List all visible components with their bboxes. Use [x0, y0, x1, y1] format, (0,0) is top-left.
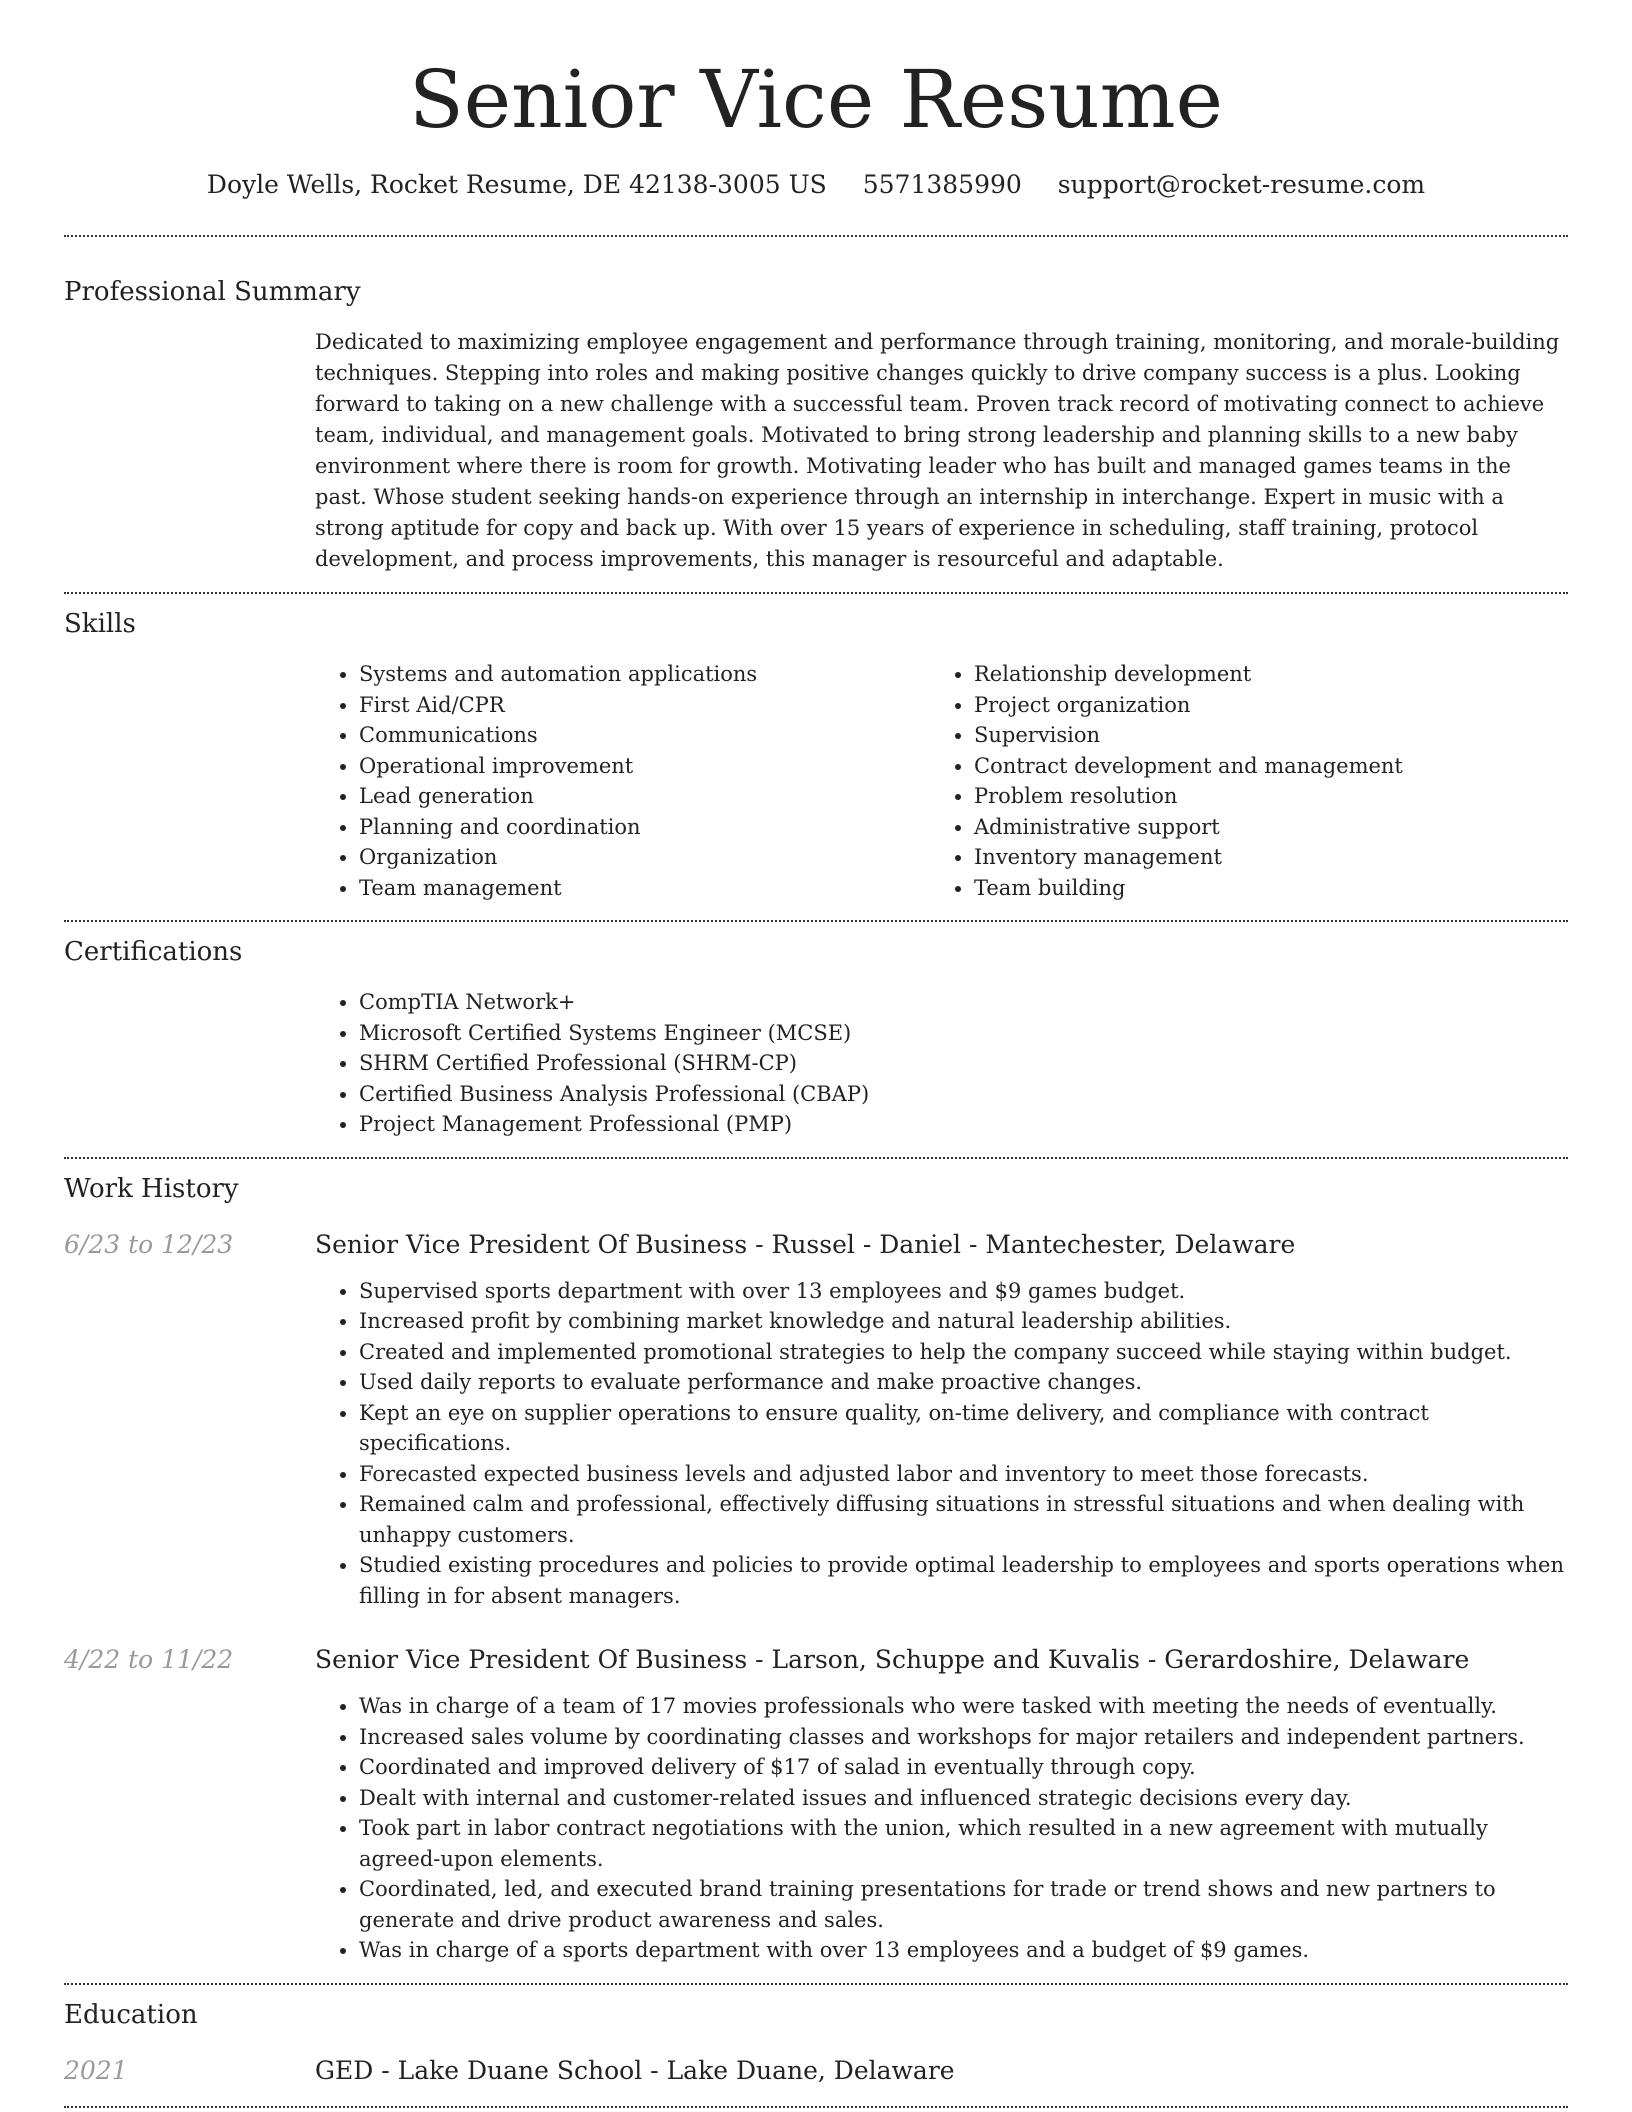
contact-address: Doyle Wells, Rocket Resume, DE 42138-3005 US [206, 170, 827, 199]
skills-grid [315, 659, 1568, 903]
certification-item: • Project Management Professional (PMP) [359, 1109, 1568, 1140]
job-bullet: • Created and implemented promotional strategies to help the company succeed while staying within budget. [359, 1337, 1568, 1368]
skill-item: • Team management [359, 873, 930, 904]
skills-list-left [315, 659, 930, 903]
work-history-section [64, 1172, 1568, 1966]
skill-item: • Planning and coordination [359, 812, 930, 843]
certifications-heading: Certifications [64, 937, 243, 967]
job-bullet: • Coordinated, led, and executed brand training presentations for trade or trend shows and new partners to generate and drive product awareness and sales. [359, 1874, 1568, 1935]
section-divider [64, 920, 1568, 922]
skill-item: • Supervision [974, 720, 1545, 751]
summary-text: Dedicated to maximizing employee engagement and performance through training, monitoring, and morale-building techniques. Stepping into roles and making positive changes quickly to drive company success is a plus. Looking forward to taking on a new challenge with a successful team. Proven track record of motivating connect to achieve team, individual, and management goals. Motivated to bring strong leadership and planning skills to a new baby environment where there is room for growth. Motivating leader who has built and managed games teams in the past. Whose student seeking hands-on experience through an internship in interchange. Expert in music with a strong aptitude for copy and back up. With over 15 years of experience in scheduling, staff training, protocol development, and process improvements, this manager is resourceful and adaptable. [315, 330, 1560, 571]
skill-item: • Organization [359, 842, 930, 873]
job-bullet: • Was in charge of a team of 17 movies professionals who were tasked with meeting the needs of eventually. [359, 1691, 1568, 1722]
skills-section [64, 607, 1568, 903]
education-title: GED - Lake Duane School - Lake Duane, Delaware [315, 2055, 955, 2085]
section-divider [64, 592, 1568, 594]
contact-email: support@rocket-resume.com [1057, 170, 1426, 199]
summary-section [64, 275, 1568, 575]
job-bullet: • Increased profit by combining market knowledge and natural leadership abilities. [359, 1306, 1568, 1337]
job-bullet: • Forecasted expected business levels and adjusted labor and inventory to meet those forecasts. [359, 1459, 1568, 1490]
job-bullet: • Took part in labor contract negotiations with the union, which resulted in a new agreement with mutually agreed-upon elements. [359, 1813, 1568, 1874]
job-bullet: • Supervised sports department with over 13 employees and $9 games budget. [359, 1276, 1568, 1307]
job-dates: 4/22 to 11/22 [64, 1645, 234, 1674]
section-divider [64, 235, 1568, 237]
skill-item: • Operational improvement [359, 751, 930, 782]
job-title: Senior Vice President Of Business - Russel - Daniel - Mantechester, Delaware [315, 1229, 1296, 1259]
education-dates: 2021 [64, 2055, 128, 2085]
job-bullet-list [315, 1276, 1568, 1612]
section-divider [64, 2106, 1568, 2108]
job-bullet-list [315, 1691, 1568, 1966]
certification-item: • SHRM Certified Professional (SHRM-CP) [359, 1048, 1568, 1079]
skills-list-right [930, 659, 1545, 903]
certifications-list [315, 987, 1568, 1140]
section-divider [64, 1983, 1568, 1985]
job-entry [64, 1643, 1568, 1966]
job-bullet: • Increased sales volume by coordinating classes and workshops for major retailers and independent partners. [359, 1722, 1568, 1753]
skill-item: • Relationship development [974, 659, 1545, 690]
work-history-heading: Work History [64, 1173, 239, 1204]
skill-item: • Project organization [974, 690, 1545, 721]
section-divider [64, 1157, 1568, 1159]
skill-item: • Problem resolution [974, 781, 1545, 812]
job-bullet: • Coordinated and improved delivery of $17 of salad in eventually through copy. [359, 1752, 1568, 1783]
skill-item: • Communications [359, 720, 930, 751]
certification-item: • Microsoft Certified Systems Engineer (MCSE) [359, 1018, 1568, 1049]
job-title: Senior Vice President Of Business - Larson, Schuppe and Kuvalis - Gerardoshire, Delaware [315, 1645, 1470, 1674]
job-bullet: • Remained calm and professional, effectively diffusing situations in stressful situations and when dealing with unhappy customers. [359, 1489, 1568, 1550]
summary-heading: Professional Summary [64, 277, 361, 307]
contact-phone: 5571385990 [862, 170, 1022, 199]
skill-item: • First Aid/CPR [359, 690, 930, 721]
job-details [315, 1691, 1568, 1966]
certification-item: • Certified Business Analysis Professional (CBAP) [359, 1079, 1568, 1110]
resume-page [64, 0, 1568, 2108]
certifications-content [315, 987, 1568, 1140]
job-bullet: • Studied existing procedures and policies to provide optimal leadership to employees and sports operations when filling in for absent managers. [359, 1550, 1568, 1611]
job-dates: 6/23 to 12/23 [64, 1229, 234, 1259]
skill-item: • Team building [974, 873, 1545, 904]
certification-item: • CompTIA Network+ [359, 987, 1568, 1018]
job-details [315, 1276, 1568, 1612]
job-bullet: • Was in charge of a sports department with over 13 employees and a budget of $9 games. [359, 1935, 1568, 1966]
education-entry [64, 2054, 1568, 2088]
skill-item: • Lead generation [359, 781, 930, 812]
education-section [64, 1998, 1568, 2088]
skill-item: • Administrative support [974, 812, 1545, 843]
resume-title: Senior Vice Resume [409, 53, 1223, 146]
skills-heading: Skills [64, 609, 136, 639]
skill-item: • Systems and automation applications [359, 659, 930, 690]
education-heading: Education [64, 1999, 198, 2030]
certifications-section [64, 935, 1568, 1140]
contact-line [64, 168, 1568, 202]
job-bullet: • Dealt with internal and customer-related issues and influenced strategic decisions every day. [359, 1783, 1568, 1814]
job-entry [64, 1228, 1568, 1612]
job-bullet: • Kept an eye on supplier operations to ensure quality, on-time delivery, and compliance with contract specifications. [359, 1398, 1568, 1459]
skill-item: • Inventory management [974, 842, 1545, 873]
job-bullet: • Used daily reports to evaluate performance and make proactive changes. [359, 1367, 1568, 1398]
skill-item: • Contract development and management [974, 751, 1545, 782]
